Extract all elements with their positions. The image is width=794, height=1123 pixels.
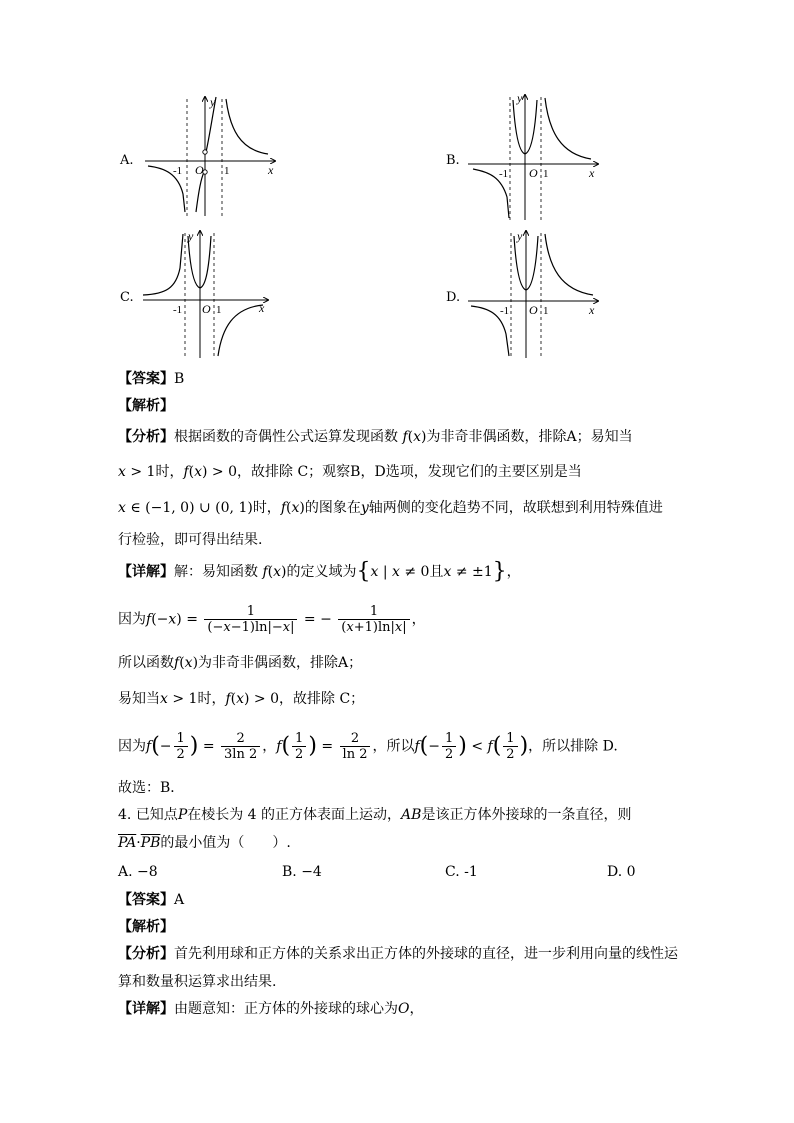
graph-b-tick-neg1: -1 — [499, 168, 509, 180]
q3-choice: 故选：B． — [118, 780, 185, 796]
graph-b-x-label: x — [589, 166, 595, 180]
q3-analysis-line4: 行检验，即可得出结果. — [118, 532, 263, 548]
q4-analysis-line1: 【分析】首先利用球和正方体的关系求出正方体的外接球的直径，进一步利用向量的线性运 — [118, 946, 678, 962]
graph-a-tick-neg1: -1 — [173, 165, 183, 177]
q3-detail-line3: 所以函数f(x)为非奇非偶函数，排除A； — [118, 655, 363, 671]
q3-detail-line1: 【详解】解：易知函数 f(x)的定义域为{x | x ≠ 0且x ≠ ±1}， — [118, 559, 521, 584]
graph-d-x-label: x — [589, 303, 595, 317]
option-a-label: A. — [120, 153, 134, 168]
graph-d-curve-right — [545, 234, 593, 295]
graph-b-origin: O — [529, 166, 538, 180]
graph-c — [138, 228, 273, 360]
graph-a-origin: O — [195, 163, 204, 177]
graph-a-tick-1: 1 — [224, 165, 230, 177]
graph-b-curve-right — [545, 98, 591, 159]
graph-a-y-label: y — [210, 95, 216, 109]
graph-a-x-label: x — [268, 163, 274, 177]
option-b-label: B. — [446, 153, 460, 168]
q4-detail-line1: 【详解】由题意知：正方体的外接球的球心为O， — [118, 1001, 424, 1017]
q3-analysis-line1: 【分析】根据函数的奇偶性公式运算发现函数 f(x)为非奇非偶函数，排除A；易知当 — [118, 429, 633, 445]
q3-answer: 【答案】B — [118, 371, 185, 387]
graph-c-tick-1: 1 — [216, 304, 222, 316]
graph-d-y-label: y — [517, 229, 523, 243]
option-c-label: C. — [120, 290, 134, 305]
graph-c-origin: O — [202, 302, 211, 316]
graph-c-y-label: y — [188, 229, 194, 243]
graph-b-tick-1: 1 — [543, 168, 549, 180]
q3-detail-line4: 易知当x > 1时，f(x) > 0，故排除 C； — [118, 691, 365, 707]
q3-detail-line2: 因为f(−x) = $\frac{1}{(-x-1)\ln|-x|}$ = − $\frac{1}{(x+1)\ln|x|}$ ， — [118, 604, 426, 635]
q3-analysis-title: 【解析】 — [118, 398, 174, 414]
q4-option-c: C. -1 — [445, 864, 478, 880]
q3-analysis-line2: x > 1时，f(x) > 0，故排除 C；观察B，D选项，发现它们的主要区别是当 — [118, 464, 582, 480]
q4-option-d: D. 0 — [607, 864, 636, 880]
graph-c-curve-left — [143, 234, 183, 295]
graph-b-y-label: y — [517, 92, 523, 105]
graph-a-curve-mid-low — [196, 172, 204, 212]
q4-option-a: A. −8 — [118, 864, 158, 880]
option-d-label: D. — [446, 290, 461, 305]
graph-c-curve-right — [218, 305, 263, 356]
graph-c-x-label: x — [259, 301, 265, 315]
q4-stem-line2: $\overline{PA}\cdot\overline{PB}$的最小值为（ ）. — [118, 835, 291, 851]
graph-d-origin: O — [529, 303, 538, 317]
graph-d-tick-neg1: -1 — [500, 305, 510, 317]
q4-analysis-title: 【解析】 — [118, 919, 174, 935]
graph-a-curve-right — [226, 99, 268, 154]
graph-a — [140, 94, 280, 219]
q3-detail-line5: 因为f(− $\frac{1}{2}$ ) = $\frac{2}{3\ln 2}$ ，f( $\frac{1}{2}$ ) = $\frac{2}{\ln 2}$ ，所以f(− $\frac{1}{2}$ ) < f( $\frac{1}{2}$ )，所以排除 D. — [118, 731, 618, 762]
q4-answer: 【答案】A — [118, 892, 185, 908]
q4-analysis-line2: 算和数量积运算求出结果. — [118, 974, 277, 990]
q3-analysis-line3: x ∈ (−1, 0) ∪ (0, 1)时，f(x)的图象在y轴两侧的变化趋势不同，故联想到利用特殊值进 — [118, 500, 663, 516]
q4-option-b: B. −4 — [282, 864, 322, 880]
graph-c-tick-neg1: -1 — [173, 304, 183, 316]
graph-d — [463, 228, 603, 360]
q4-stem-line1: 4. 已知点P在棱长为 4 的正方体表面上运动，AB是该正方体外接球的一条直径，则 — [118, 807, 632, 823]
graph-d-tick-1: 1 — [543, 305, 549, 317]
graph-b — [463, 92, 603, 222]
